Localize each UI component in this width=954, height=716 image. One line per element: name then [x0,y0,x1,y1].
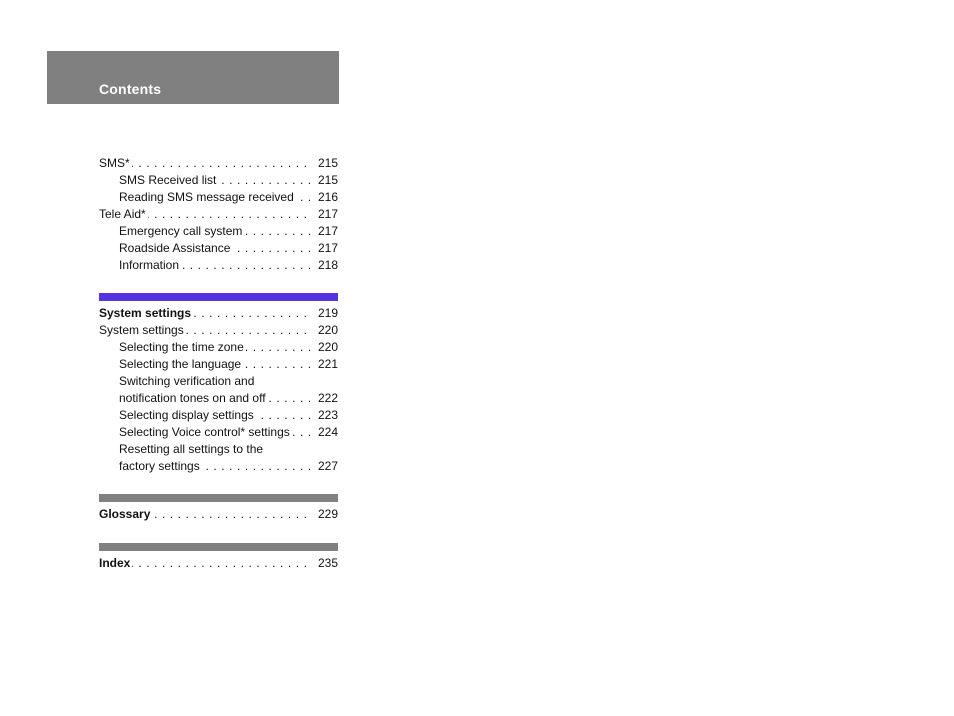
toc-entry[interactable]: . . . Tele Aid* 217 [99,206,338,223]
toc-section-sms-teleaid [99,155,338,274]
section-bar-glossary [99,494,338,502]
toc-entry[interactable]: . . . Information 218 [99,257,338,274]
toc-entry[interactable]: . . . SMS* 215 [99,155,338,172]
toc-entry-line1[interactable]: Switching verification and [119,374,255,388]
toc-heading-glossary[interactable]: . . . Glossary 229 [99,506,338,523]
toc-heading-index[interactable]: . . . Index 235 [99,555,338,572]
toc-entry[interactable]: . . . Reading SMS message received 216 [99,189,338,206]
toc-entry[interactable]: . . . Emergency call system 217 [99,223,338,240]
page-title: Contents [99,81,162,97]
toc-heading-system-settings[interactable]: . . . System settings 219 [99,305,338,322]
toc-entry[interactable]: . . . SMS Received list 215 [99,172,338,189]
toc-entry-line1[interactable]: Resetting all settings to the [119,442,264,456]
toc-entry[interactable]: . . . Selecting the time zone 220 [99,339,338,356]
toc-entry[interactable]: . . . Selecting display settings 223 [99,407,338,424]
toc-entry[interactable]: . . . System settings 220 [99,322,338,339]
section-bar-system-settings [99,293,338,301]
toc-entry[interactable]: . . . factory settings 227 [99,458,338,475]
section-bar-index [99,543,338,551]
toc-entry[interactable]: . . . Roadside Assistance 217 [99,240,338,257]
toc-section-index [99,555,338,572]
toc-section-glossary [99,506,338,523]
contents-header-band [47,51,339,104]
toc-entry[interactable]: . . . Selecting the language 221 [99,356,338,373]
toc-section-system-settings [99,305,338,475]
toc-entry[interactable]: . . . Selecting Voice control* settings 224 [99,424,338,441]
toc-entry[interactable]: . . . notification tones on and off 222 [99,390,338,407]
